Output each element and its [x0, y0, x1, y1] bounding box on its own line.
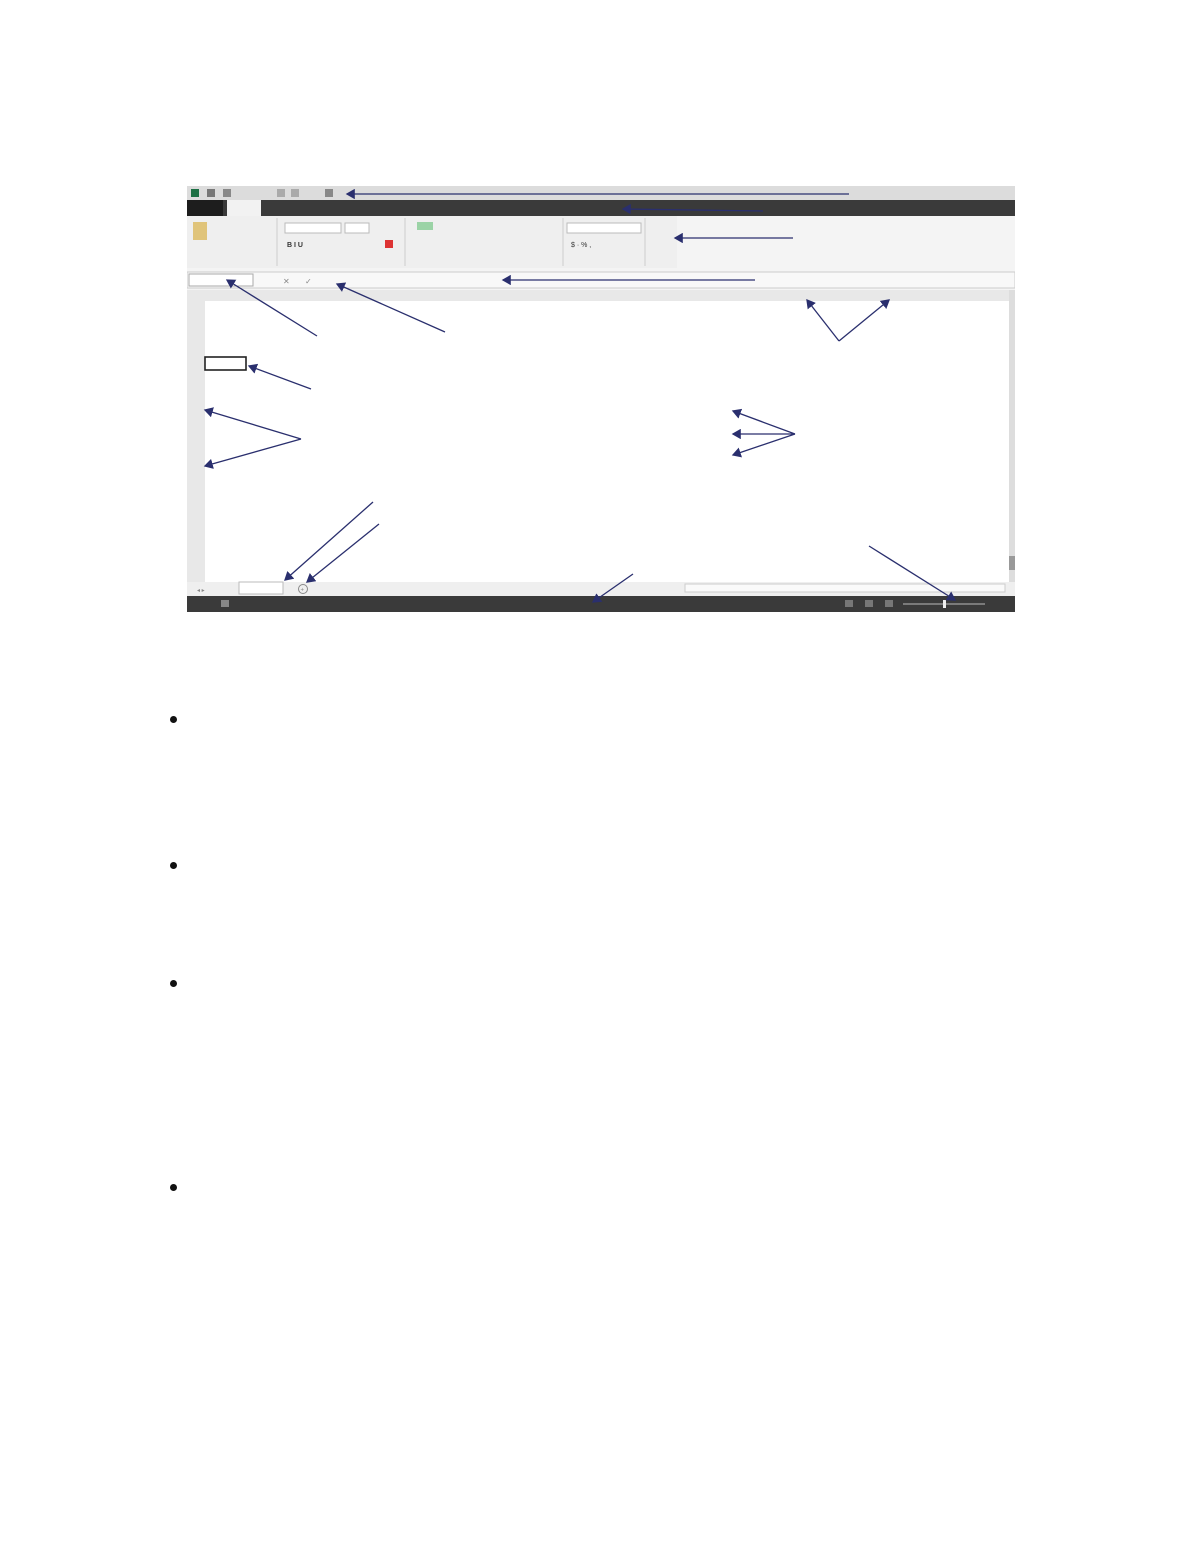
scroll-thumb — [1009, 556, 1015, 570]
bullet-dot-icon — [170, 980, 177, 987]
new-icon — [277, 189, 285, 197]
file-tab-bg — [187, 200, 223, 216]
row-header — [187, 290, 205, 582]
normal-view-icon — [845, 600, 853, 607]
bullet-dot-icon — [170, 716, 177, 723]
name-box — [189, 274, 253, 286]
camera-icon — [325, 189, 333, 197]
add-sheet-plus-icon: + — [300, 587, 305, 594]
save-icon — [207, 189, 215, 197]
column-header — [187, 290, 1009, 301]
title-bar — [187, 186, 1015, 200]
sheet-nav-icon: ◂ ▸ — [197, 588, 205, 594]
font-color-icon — [385, 240, 393, 248]
vertical-scrollbar — [1009, 290, 1015, 582]
font-size-box — [345, 223, 369, 233]
bullet-dot-icon — [170, 862, 177, 869]
paste-icon — [193, 222, 207, 240]
bullet-dot-icon — [170, 1184, 177, 1191]
open-icon — [291, 189, 299, 197]
cancel-icon: ✕ — [283, 277, 290, 286]
ribbon-tabs-bar — [187, 200, 1015, 216]
home-tab-bg — [227, 200, 261, 216]
enter-icon: ✓ — [305, 277, 312, 286]
question-line — [175, 143, 211, 164]
font-name-box — [285, 223, 341, 233]
undo-icon — [223, 189, 231, 197]
currency-icon: $ · % , — [571, 242, 592, 249]
excel-logo-icon — [191, 189, 199, 197]
excel-annotated-figure — [187, 186, 1015, 612]
bold-icon: B I U — [287, 242, 303, 249]
sheet-tab — [239, 582, 283, 594]
number-format-box — [567, 223, 641, 233]
worksheet-grid — [187, 290, 1009, 582]
horizontal-scrollbar — [685, 584, 1005, 592]
macro-icon — [221, 600, 229, 607]
page-break-icon — [885, 600, 893, 607]
page-layout-icon — [865, 600, 873, 607]
zoom-slider-thumb — [943, 600, 946, 608]
align-icon — [417, 222, 433, 230]
